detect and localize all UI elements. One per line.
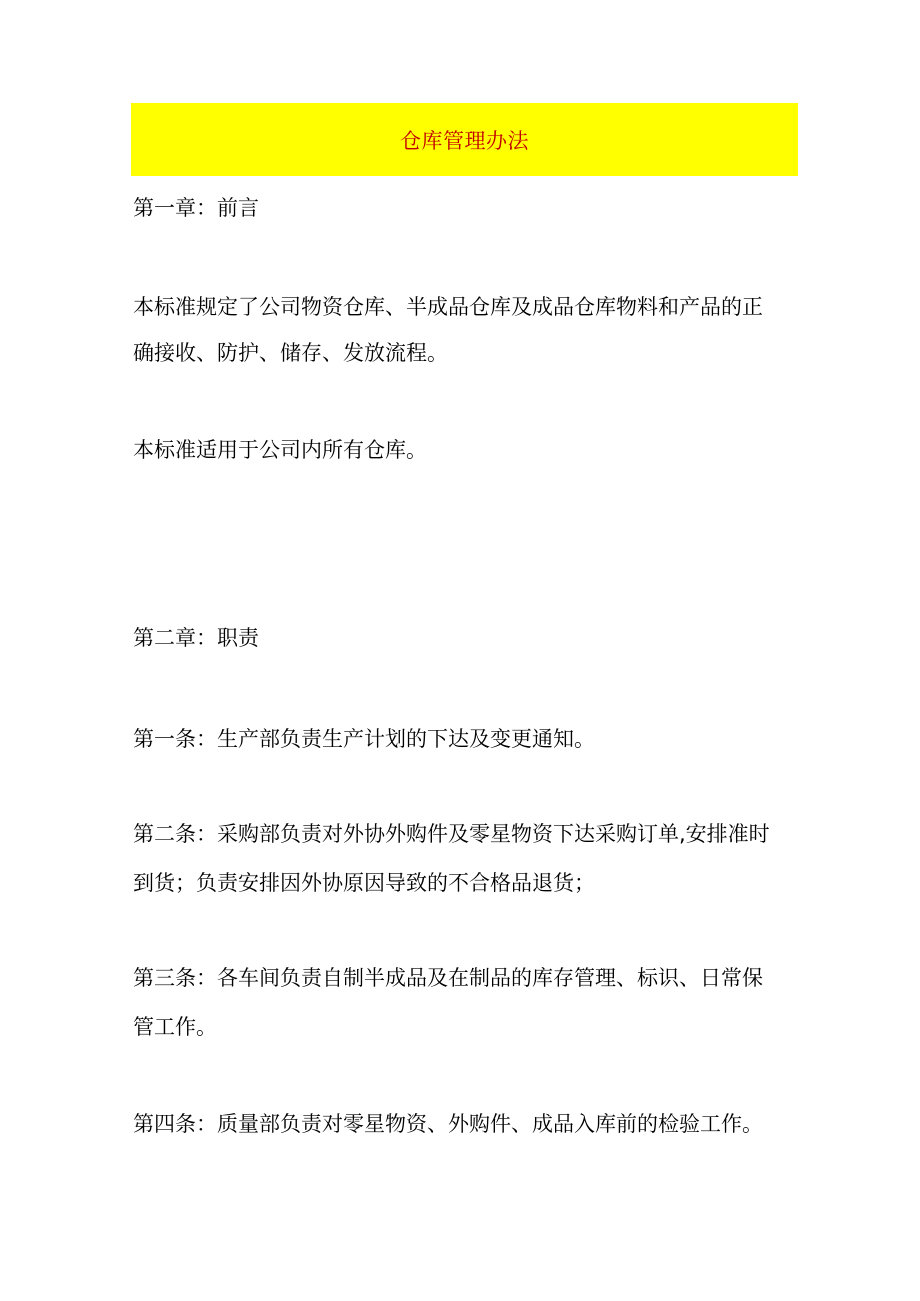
chapter-1-paragraph-1-line-2: 确接收、防护、储存、发放流程。 <box>133 341 448 365</box>
article-2-line-1: 第二条：采购部负责对外协外购件及零星物资下达采购订单,安排准时 <box>133 822 770 846</box>
chapter-1-paragraph-1-line-1: 本标准规定了公司物资仓库、半成品仓库及成品仓库物料和产品的正 <box>133 295 763 319</box>
title-banner <box>131 103 798 176</box>
chapter-1-paragraph-2: 本标准适用于公司内所有仓库。 <box>133 438 427 462</box>
article-3-line-1: 第三条：各车间负责自制半成品及在制品的库存管理、标识、日常保 <box>133 966 763 990</box>
article-1: 第一条：生产部负责生产计划的下达及变更通知。 <box>133 727 595 751</box>
article-4: 第四条：质量部负责对零星物资、外购件、成品入库前的检验工作。 <box>133 1112 763 1136</box>
document-title: 仓库管理办法 <box>400 128 529 153</box>
chapter-2-heading: 第二章：职责 <box>133 626 259 650</box>
article-2-line-2: 到货；负责安排因外协原因导致的不合格品退货； <box>133 871 595 895</box>
article-3-line-2: 管工作。 <box>133 1015 217 1039</box>
chapter-1-heading: 第一章：前言 <box>133 196 259 220</box>
